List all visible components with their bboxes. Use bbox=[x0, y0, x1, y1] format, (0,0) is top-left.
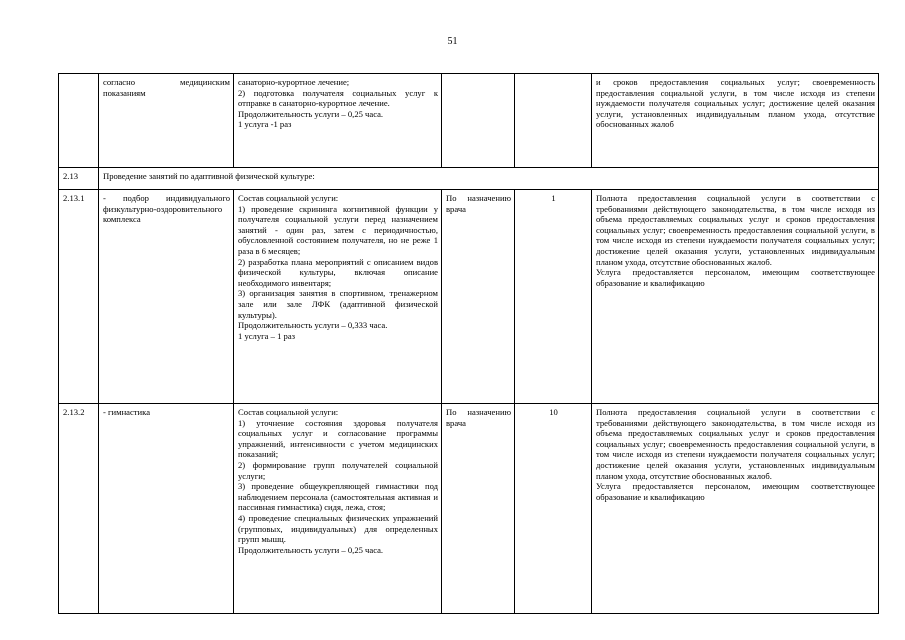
service-content-cell: санаторно-курортное лечение; 2) подготовка получателя социальных услуг к отправке в санаторно-курортное лечение. Продолжительность услуги – 0,25 часа. 1 услуга -1 раз bbox=[234, 74, 442, 168]
table-row bbox=[59, 190, 879, 404]
volume-cell: 10 bbox=[515, 404, 592, 614]
service-name-cell: согласно медицинским показаниям bbox=[99, 74, 234, 168]
row-number-cell: 2.13.2 bbox=[59, 404, 99, 614]
volume-cell bbox=[515, 74, 592, 168]
section-number: 2.13 bbox=[59, 168, 99, 190]
service-content-cell: Состав социальной услуги: 1) уточнение состояния здоровья получателя социальных услуг и согласование программы упражнений, интенсивности с учетом медицинских показаний; 2) формирование групп получателей социальной услуги; 3) проведение общеукрепляющей гимнастики под наблюдением персонала (самостоятельная активная и пассивная гимнастика) сидя, лежа, стоя; 4) проведение специальных физических упражнений (групповых, индивидуальных) для определенных групп мышц. Продолжительность услуги – 0,25 часа. bbox=[234, 404, 442, 614]
quality-cell: и сроков предоставления социальных услуг; своевременность предоставления социальной услуги, в том числе исходя из степени нуждаемости получателя социальных услуг; достижение целей оказания услуги, установленных индивидуальным планом ухода, отсутствие обоснованных жалоб bbox=[592, 74, 879, 168]
table-row bbox=[59, 74, 879, 168]
service-name-cell: - гимнастика bbox=[99, 404, 234, 614]
quality-cell: Полнота предоставления социальной услуги в соответствии с требованиями действующего законодательства, в том числе исходя из объема предоставляемых социальных услуг и сроков предоставления социальных услуг; своевременность предоставления социальной услуги, в том числе исходя из степени нуждаемости получателя социальных услуг; достижение целей оказания услуги, установленных индивидуальным планом ухода, отсутствие обоснованных жалоб. Услуга предоставляется персоналом, имеющим соответствующее образование и квалификацию bbox=[592, 190, 879, 404]
row-number-cell: 2.13.1 bbox=[59, 190, 99, 404]
section-row bbox=[59, 168, 879, 190]
condition-cell: По назначению врача bbox=[442, 190, 515, 404]
page-number: 51 bbox=[447, 36, 458, 47]
table-row bbox=[59, 404, 879, 614]
condition-cell: По назначению врача bbox=[442, 404, 515, 614]
volume-cell: 1 bbox=[515, 190, 592, 404]
quality-cell: Полнота предоставления социальной услуги в соответствии с требованиями действующего законодательства, в том числе исходя из объема предоставляемых социальных услуг и сроков предоставления социальных услуг; своевременность предоставления социальной услуги, в том числе исходя из степени нуждаемости получателя социальных услуг; достижение целей оказания услуги, установленных индивидуальным планом ухода, отсутствие обоснованных жалоб. Услуга предоставляется персоналом, имеющим соответствующее образование и квалификацию bbox=[592, 404, 879, 614]
service-content-cell: Состав социальной услуги: 1) проведение скрининга когнитивной функции у получателя социальной услуги перед назначением занятий - один раз, затем с периодичностью, обусловленной состоянием получателя, но не реже 1 раза в 6 месяцев; 2) разработка плана мероприятий с описанием видов физической культуры, включая описание необходимого инвентаря; 3) организация занятия в спортивном, тренажерном зале или зале ЛФК (адаптивной физической культуры). Продолжительность услуги – 0,333 часа. 1 услуга – 1 раз bbox=[234, 190, 442, 404]
condition-cell bbox=[442, 74, 515, 168]
row-number-cell bbox=[59, 74, 99, 168]
service-name-cell: - подбор индивидуального физкультурно-оздоровительного комплекса bbox=[99, 190, 234, 404]
section-title: Проведение занятий по адаптивной физической культуре: bbox=[99, 168, 879, 190]
services-table bbox=[58, 73, 879, 614]
